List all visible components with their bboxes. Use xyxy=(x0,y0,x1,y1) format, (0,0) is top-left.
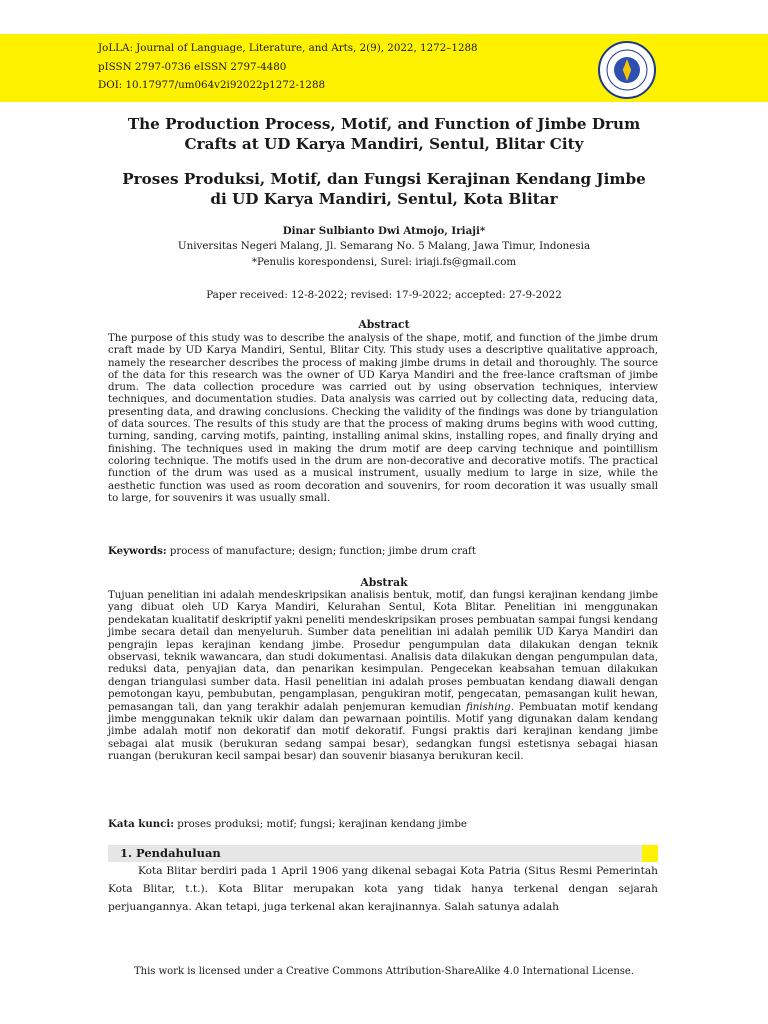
title-indonesian-line-2: di UD Karya Mandiri, Sentul, Kota Blitar xyxy=(210,190,558,208)
title-english-line-1: The Production Process, Motif, and Function of Jimbe Drum xyxy=(127,115,641,133)
abstrak-heading: Abstrak xyxy=(360,576,408,589)
kata-kunci-label: Kata kunci: xyxy=(108,818,175,830)
abstrak-text-italic: finishing xyxy=(465,701,511,713)
abstrak-text-part-1: Tujuan penelitian ini adalah mendeskripsikan analisis bentuk, motif, dan fungsi kerajinan kendang jimbe yang dibuat oleh UD Karya Mandiri, Kelurahan Sentul, Kota Blitar. Penelitian ini menggunakan pendekatan kualitatif deskriptif yakni peneliti mendeskripsikan proses pembuatan sampai fungsi kendang jimbe secara detail dan menyeluruh. Sumber data penelitian ini adalah pemilik UD Karya Mandiri dan pengrajin lepas kerajinan kendang jimbe. Prosedur pengumpulan data dilakukan dengan teknik observasi, teknik wawancara, dan studi dokumentasi. Analisis data dilakukan dengan pengumpulan data, reduksi data, penyajian data, dan penarikan kesimpulan. Pengecekan keabsahan temuan dilakukan dengan triangulasi sumber data. Hasil penelitian ini adalah proses pembuatan kendang diawali dengan pemotongan kayu, pembubutan, pengamplasan, pengukiran motif, pengecatan, pemasangan kulit hewan, pemasangan tali, dan yang terakhir adalah penjemuran kemudian xyxy=(108,590,658,713)
introduction-text: Kota Blitar berdiri pada 1 April 1906 yang dikenal sebagai Kota Patria (Situs Resmi Pemerintah Kota Blitar, t.t.). Kota Blitar merupakan kota yang tidak hanya terkenal dengan sejarah perjuangannya. Akan tetapi, juga terkenal akan kerajinannya. Salah satunya adalah xyxy=(108,865,658,914)
journal-issn: pISSN 2797-0736 eISSN 2797-4480 xyxy=(98,61,287,73)
section-marker xyxy=(642,845,658,862)
abstrak-text-part-2: . Pembuatan motif kendang jimbe menggunakan teknik ukir dalam dan pewarnaan pointilis. Motif yang digunakan dalam kendang jimbe adalah motif non dekoratif dan motif dekoratif. Fungsi praktis dari kerajinan kendang jimbe sebagai alat musik (berukuran sedang sampai besar), sedangkan fungsi estetisnya sebagai hiasan ruangan (berukuran kecil sampai besar) dan souvenir biasanya berukuran kecil. xyxy=(108,701,659,763)
abstract-indonesian-text xyxy=(108,590,658,764)
paper-dates: Paper received: 12-8-2022; revised: 17-9-2022; accepted: 27-9-2022 xyxy=(206,289,562,301)
title-english-line-2: Crafts at UD Karya Mandiri, Sentul, Blitar City xyxy=(184,135,584,153)
keywords-label: Keywords: xyxy=(108,545,167,557)
correspondence: *Penulis korespondensi, Surel: iriaji.fs@gmail.com xyxy=(251,256,517,268)
keywords-text: process of manufacture; design; function; jimbe drum craft xyxy=(169,546,476,557)
abstract-heading: Abstract xyxy=(358,318,410,331)
section-heading-bar xyxy=(108,845,658,862)
journal-citation: JoLLA: Journal of Language, Literature, and Arts, 2(9), 2022, 1272–1288 xyxy=(98,42,478,54)
license-footer[interactable]: This work is licensed under a Creative Commons Attribution-ShareAlike 4.0 International License. xyxy=(133,966,634,977)
keywords-indonesian xyxy=(108,818,658,831)
affiliation: Universitas Negeri Malang, Jl. Semarang No. 5 Malang, Jawa Timur, Indonesia xyxy=(177,240,591,252)
abstract-english-text: The purpose of this study was to describe the analysis of the shape, motif, and function of the jimbe drum craft made by UD Karya Mandiri, Sentul, Blitar City. This study uses a descriptive qualitative approach, namely the researcher describes the process of making jimbe drums in detail and thoroughly. The source of the data for this research was the owner of UD Karya Mandiri and the free-lance craftsman of jimbe drum. The data collection procedure was carried out by using observation techniques, interview techniques, and documentation studies. Data analysis was carried out by collecting data, reducing data, presenting data, and drawing conclusions. Checking the validity of the findings was done by triangulation of data sources. The results of this study are that the process of making drums begins with wood cutting, turning, sanding, carving motifs, painting, installing animal skins, installing ropes, and finally drying and finishing. The techniques used in making the drum motif are deep carving technique and pointillism coloring technique. The motifs used in the drum are non-decorative and decorative motifs. The practical function of the drum was used as a musical instrument, usually medium to large in size, while the aesthetic function was used as room decoration and souvenirs, for room decoration it was usually small to large, for souvenirs it was usually small. xyxy=(108,333,658,504)
university-seal-icon xyxy=(597,40,657,100)
keywords-english xyxy=(108,545,658,558)
journal-doi[interactable]: DOI: 10.17977/um064v2i92022p1272-1288 xyxy=(98,79,326,91)
authors: Dinar Sulbianto Dwi Atmojo, Iriaji* xyxy=(282,225,486,237)
section-heading-pendahuluan: 1. Pendahuluan xyxy=(120,846,221,860)
kata-kunci-text: proses produksi; motif; fungsi; kerajinan kendang jimbe xyxy=(177,819,467,830)
title-indonesian-line-1: Proses Produksi, Motif, dan Fungsi Kerajinan Kendang Jimbe xyxy=(122,170,646,188)
